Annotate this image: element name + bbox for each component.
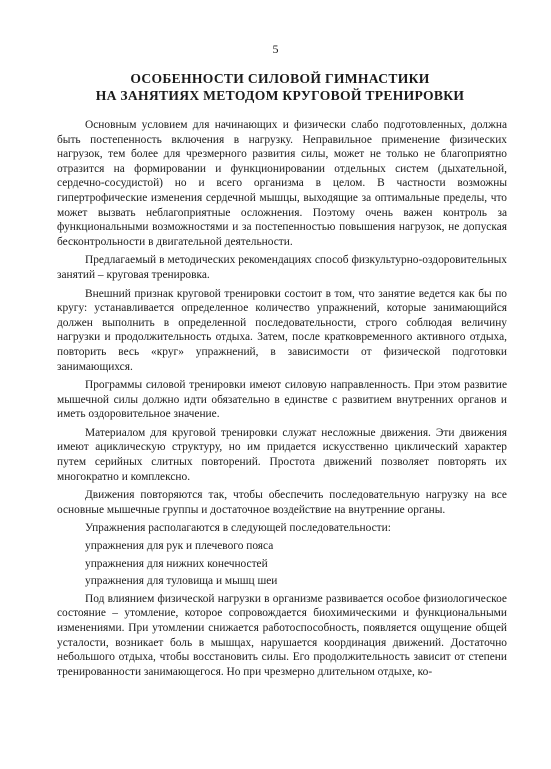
sequence-item-1: упражнения для рук и плечевого пояса bbox=[85, 540, 274, 553]
sequence-item-3: упражнения для туловища и мышц шеи bbox=[85, 575, 278, 588]
page-number: 5 bbox=[272, 42, 279, 56]
paragraph-5: Материалом для круговой тренировки служат несложные движения. Эти движения имеют ациклическую структуру, но им придается искусственно циклический характер путем серийных слитных повторений. Простота движений позволяет повторять их многократно и комплексно. bbox=[57, 426, 507, 483]
paragraph-6: Движения повторяются так, чтобы обеспечить последовательную нагрузку на все основные мышечные группы и достаточное воздействие на внутренние органы. bbox=[57, 489, 507, 516]
title-line-1: ОСОБЕННОСТИ СИЛОВОЙ ГИМНАСТИКИ bbox=[130, 71, 430, 86]
page-title bbox=[60, 70, 500, 104]
sequence-intro: Упражнения располагаются в следующей последовательности: bbox=[85, 522, 391, 535]
title-line-2: НА ЗАНЯТИЯХ МЕТОДОМ КРУГОВОЙ ТРЕНИРОВКИ bbox=[95, 88, 465, 103]
paragraph-2: Предлагаемый в методических рекомендациях способ физкультурно-оздоровительных занятий – круговая тренировка. bbox=[57, 254, 507, 281]
body-text bbox=[57, 118, 507, 683]
paragraph-final: Под влиянием физической нагрузки в организме развивается особое физиологическое состояние – утомление, которое сопровождается биохимическими и функциональными изменениями. При утомлении снижается работоспособность, появляется ощущение общей усталости, возникает боль в мышцах, нарушается координация движений. Достаточно небольшого отдыха, чтобы восстановить силы. Его продолжительность зависит от степени тренированности занимающегося. Но при чрезмерно длительном отдыхе, ко- bbox=[57, 592, 507, 678]
paragraph-1: Основным условием для начинающих и физически слабо подготовленных, должна быть постепенность включения в нагрузку. Неправильное применение физических нагрузок, тем более для чрезмерного развития силы, может не только не благоприятно отразится на формировании и функционировании отдельных систем (дыхательной, сердечно-сосудистой) но и всего организма в целом. В частности возможны гипертрофические изменения сердечной мышцы, выходящие за оптимальные пределы, что может вызвать неблагоприятные осложнения. Поэтому очень важен контроль за функциональными возможностями и за постепенностью повышения нагрузок, не допуская бесконтрольности в двигательной деятельности. bbox=[57, 119, 507, 248]
sequence-item-2: упражнения для нижних конечностей bbox=[85, 557, 268, 570]
paragraph-3: Внешний признак круговой тренировки состоит в том, что занятие ведется как бы по кругу: устанавливается определенное количество упражнений, которые занимающийся должен выполнить в определенной последовательности, строго соблюдая величину нагрузки и продолжительность отдыха. Затем, после кратковременного активного отдыха, повторить весь «круг» упражнений, в зависимости от физической подготовки занимающихся. bbox=[57, 287, 507, 373]
paragraph-4: Программы силовой тренировки имеют силовую направленность. При этом развитие мышечной силы должно идти обязательно в единстве с развитием внутренних органов и иметь оздоровительное значение. bbox=[57, 379, 507, 421]
